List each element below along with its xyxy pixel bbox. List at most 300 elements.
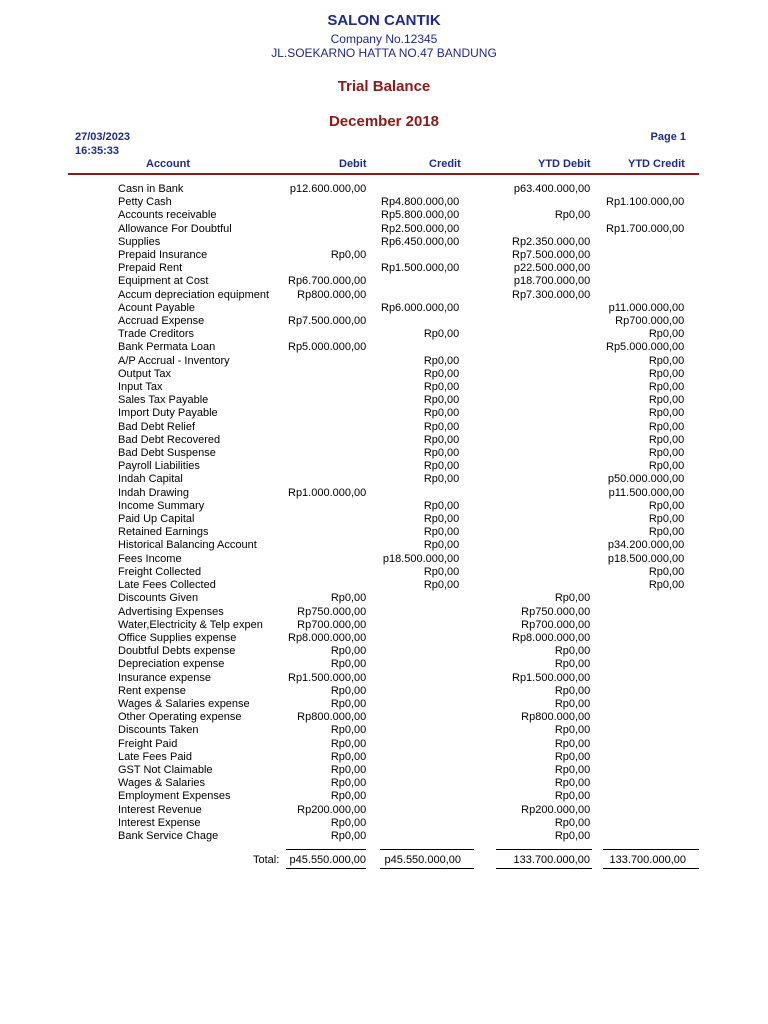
table-row [118, 698, 684, 711]
ytd-debit-cell: Rp800.000,00 [521, 711, 591, 724]
credit-cell [366, 817, 459, 830]
column-header-account: Account [146, 158, 190, 170]
ytd-debit-cell [459, 407, 590, 420]
account-cell: Fees Income [118, 552, 182, 565]
ytd-debit-cell [459, 500, 590, 513]
credit-cell [366, 790, 459, 803]
table-row [118, 672, 684, 685]
ytd-debit-double-underline [496, 868, 592, 869]
table-row [118, 315, 684, 328]
ytd-debit-cell: Rp750.000,00 [521, 605, 591, 618]
table-row [118, 539, 684, 552]
account-cell: Input Tax [118, 381, 163, 394]
ytd-credit-cell: Rp0,00 [648, 460, 685, 473]
debit-cell [288, 526, 366, 539]
debit-cell: Rp0,00 [330, 750, 367, 763]
credit-cell: Rp6.000.000,00 [381, 301, 460, 314]
table-row [118, 738, 684, 751]
table-row [118, 592, 684, 605]
header-divider [68, 173, 699, 175]
debit-cell [288, 566, 366, 579]
table-row [118, 553, 684, 566]
ytd-debit-cell: Rp0,00 [554, 658, 591, 671]
total-ytd-debit: 133.700.000,00 [513, 854, 590, 866]
debit-cell: Rp200.000,00 [297, 803, 367, 816]
ytd-debit-cell: Rp0,00 [554, 763, 591, 776]
account-cell: Accounts receivable [118, 209, 217, 222]
ytd-debit-cell: Rp0,00 [554, 790, 591, 803]
debit-cell: Rp0,00 [330, 592, 367, 605]
account-cell: Late Fees Paid [118, 750, 192, 763]
credit-total-line [380, 849, 474, 850]
ytd-debit-cell: Rp0,00 [554, 816, 591, 829]
ytd-credit-cell [590, 698, 684, 711]
ytd-credit-cell [590, 738, 684, 751]
credit-cell: Rp0,00 [423, 460, 460, 473]
ytd-credit-cell: Rp0,00 [648, 526, 685, 539]
account-cell: Supplies [118, 235, 161, 248]
ytd-credit-cell [590, 183, 684, 196]
account-cell: Water,Electricity & Telp expen [118, 618, 263, 631]
debit-cell: Rp750.000,00 [297, 605, 367, 618]
account-cell: Depreciation expense [118, 658, 225, 671]
table-row [118, 790, 684, 803]
credit-cell: Rp0,00 [423, 328, 460, 341]
account-cell: Wages & Salaries expense [118, 697, 250, 710]
debit-cell [288, 223, 366, 236]
ytd-debit-total-line [496, 849, 592, 850]
credit-cell [366, 619, 459, 632]
company-number: Company No.12345 [330, 32, 438, 46]
account-cell: Freight Collected [118, 565, 202, 578]
credit-cell: Rp6.450.000,00 [381, 235, 460, 248]
ytd-credit-cell [590, 764, 684, 777]
account-cell: Casn in Bank [118, 183, 184, 195]
ytd-credit-cell: Rp0,00 [648, 381, 685, 394]
table-row [118, 606, 684, 619]
account-cell: Accum depreciation equipment [118, 288, 270, 301]
debit-cell [288, 539, 366, 552]
debit-cell [288, 500, 366, 513]
table-row [118, 236, 684, 249]
debit-cell: Rp0,00 [330, 724, 367, 737]
debit-total-line [286, 849, 366, 850]
ytd-credit-cell: Rp1.100.000,00 [606, 196, 685, 209]
table-row [118, 447, 684, 460]
debit-cell: Rp6.700.000,00 [288, 275, 367, 288]
debit-cell [288, 196, 366, 209]
credit-cell [366, 738, 459, 751]
table-row [118, 355, 684, 368]
account-cell: Historical Balancing Account [118, 539, 257, 552]
debit-cell: Rp0,00 [330, 790, 367, 803]
ytd-debit-cell: Rp200.000,00 [521, 803, 591, 816]
print-date: 27/03/2023 [75, 131, 131, 143]
ytd-credit-cell: Rp0,00 [648, 407, 685, 420]
credit-cell [366, 764, 459, 777]
table-row [118, 249, 684, 262]
column-header-debit: Debit [339, 158, 367, 170]
account-cell: Insurance expense [118, 671, 211, 684]
company-address: JL.SOEKARNO HATTA NO.47 BANDUNG [271, 46, 497, 60]
ytd-debit-cell: Rp0,00 [554, 684, 591, 697]
ytd-debit-cell: Rp0,00 [554, 645, 591, 658]
ytd-debit-cell: p22.500.000,00 [513, 262, 591, 275]
debit-cell: Rp5.000.000,00 [288, 341, 367, 354]
table-row [118, 262, 684, 275]
account-cell: Freight Paid [118, 737, 178, 750]
column-header-ytd-credit: YTD Credit [628, 158, 685, 170]
ytd-debit-cell: Rp7.500.000,00 [512, 249, 591, 262]
credit-cell [366, 645, 459, 658]
table-row [118, 407, 684, 420]
debit-cell: Rp0,00 [330, 684, 367, 697]
ytd-credit-cell: Rp0,00 [648, 579, 685, 592]
account-cell: Prepaid Rent [118, 262, 183, 275]
table-row [118, 619, 684, 632]
ytd-credit-cell: Rp0,00 [648, 513, 685, 526]
debit-cell: p12.600.000,00 [289, 183, 367, 195]
credit-cell: Rp1.500.000,00 [381, 262, 460, 275]
ytd-credit-cell [590, 606, 684, 619]
ytd-debit-cell: Rp0,00 [554, 592, 591, 605]
credit-cell [366, 724, 459, 737]
credit-cell [366, 632, 459, 645]
ytd-debit-cell: p18.700.000,00 [513, 275, 591, 288]
table-row [118, 658, 684, 671]
ytd-credit-cell [590, 751, 684, 764]
ytd-credit-cell [590, 632, 684, 645]
credit-cell [366, 275, 459, 288]
table-row [118, 764, 684, 777]
credit-cell: Rp0,00 [423, 539, 460, 552]
ytd-debit-cell: Rp0,00 [554, 209, 591, 222]
ytd-credit-cell [590, 685, 684, 698]
account-cell: Bad Debt Relief [118, 420, 196, 433]
credit-cell: Rp0,00 [423, 579, 460, 592]
ytd-credit-cell: p50.000.000,00 [607, 473, 685, 486]
debit-cell: Rp0,00 [330, 763, 367, 776]
ytd-debit-cell [459, 447, 590, 460]
table-row [118, 434, 684, 447]
credit-cell: Rp2.500.000,00 [381, 222, 460, 235]
company-name: SALON CANTIK [327, 12, 441, 29]
ytd-credit-cell [590, 289, 684, 302]
ytd-debit-cell [459, 434, 590, 447]
account-cell: Bad Debt Recovered [118, 433, 221, 446]
debit-cell [288, 460, 366, 473]
ytd-credit-cell: Rp0,00 [648, 499, 685, 512]
table-row [118, 711, 684, 724]
ytd-credit-cell: Rp1.700.000,00 [606, 222, 685, 235]
debit-cell: Rp0,00 [330, 737, 367, 750]
table-row [118, 196, 684, 209]
ytd-debit-cell: Rp7.300.000,00 [512, 288, 591, 301]
debit-cell [288, 262, 366, 275]
debit-cell [288, 434, 366, 447]
account-cell: Payroll Liabilities [118, 460, 200, 473]
ytd-credit-cell: Rp0,00 [648, 354, 685, 367]
credit-cell [366, 685, 459, 698]
credit-cell: Rp0,00 [423, 381, 460, 394]
credit-cell: Rp0,00 [423, 407, 460, 420]
ytd-credit-cell [590, 619, 684, 632]
ytd-credit-total-line [603, 849, 699, 850]
account-cell: Import Duty Payable [118, 407, 218, 420]
account-cell: Other Operating expense [118, 711, 242, 724]
debit-cell [288, 579, 366, 592]
account-cell: Petty Cash [118, 196, 172, 209]
table-row [118, 421, 684, 434]
account-cell: A/P Accrual - Inventory [118, 354, 230, 367]
table-row [118, 341, 684, 354]
ytd-debit-cell [459, 328, 590, 341]
ytd-debit-cell [459, 368, 590, 381]
ytd-debit-cell [459, 302, 590, 315]
debit-cell [288, 209, 366, 222]
debit-cell [288, 421, 366, 434]
ytd-credit-cell [590, 275, 684, 288]
ytd-debit-cell: Rp0,00 [554, 777, 591, 790]
debit-cell: Rp0,00 [330, 697, 367, 710]
ytd-credit-cell: Rp0,00 [648, 328, 685, 341]
account-cell: Income Summary [118, 499, 205, 512]
ytd-debit-cell [459, 381, 590, 394]
ytd-debit-cell: Rp1.500.000,00 [512, 671, 591, 684]
report-title: Trial Balance [337, 78, 431, 95]
account-cell: Interest Expense [118, 816, 201, 829]
trial-balance-table [118, 183, 684, 843]
table-row [118, 777, 684, 790]
ytd-credit-cell [590, 658, 684, 671]
account-cell: Discounts Given [118, 592, 199, 605]
credit-cell [366, 289, 459, 302]
table-row [118, 223, 684, 236]
ytd-credit-cell: Rp0,00 [648, 394, 685, 407]
ytd-debit-cell [459, 487, 590, 500]
account-cell: Trade Creditors [118, 328, 195, 341]
credit-cell: Rp0,00 [423, 473, 460, 486]
ytd-credit-cell [590, 592, 684, 605]
table-row [118, 724, 684, 737]
ytd-credit-cell [590, 724, 684, 737]
ytd-credit-cell [590, 645, 684, 658]
table-row [118, 632, 684, 645]
debit-cell: Rp0,00 [330, 645, 367, 658]
ytd-debit-cell [459, 566, 590, 579]
ytd-credit-cell: Rp5.000.000,00 [606, 341, 685, 354]
debit-cell: Rp0,00 [330, 249, 367, 262]
debit-cell [288, 553, 366, 566]
account-cell: Indah Drawing [118, 486, 189, 499]
account-cell: Employment Expenses [118, 790, 231, 803]
debit-cell: Rp0,00 [330, 816, 367, 829]
ytd-debit-cell [459, 355, 590, 368]
debit-cell [288, 447, 366, 460]
ytd-credit-cell: p11.500.000,00 [608, 486, 685, 499]
ytd-debit-cell: Rp2.350.000,00 [512, 235, 591, 248]
ytd-debit-cell: Rp0,00 [554, 724, 591, 737]
debit-cell [288, 368, 366, 381]
account-cell: Equipment at Cost [118, 275, 209, 288]
credit-cell: Rp5.800.000,00 [381, 209, 460, 222]
table-row [118, 751, 684, 764]
credit-cell: Rp0,00 [423, 420, 460, 433]
table-row [118, 817, 684, 830]
debit-cell: Rp800.000,00 [297, 711, 367, 724]
debit-cell: Rp0,00 [330, 777, 367, 790]
account-cell: Accruad Expense [118, 315, 205, 328]
debit-cell: Rp7.500.000,00 [288, 315, 367, 328]
credit-cell: Rp0,00 [423, 394, 460, 407]
table-row [118, 328, 684, 341]
print-time: 16:35:33 [75, 145, 120, 157]
ytd-debit-cell [459, 196, 590, 209]
debit-cell: Rp8.000.000,00 [288, 631, 367, 644]
credit-cell [366, 777, 459, 790]
credit-cell: Rp0,00 [423, 447, 460, 460]
account-cell: Bank Permata Loan [118, 341, 216, 354]
ytd-credit-cell [590, 830, 684, 843]
credit-cell [366, 249, 459, 262]
table-row [118, 685, 684, 698]
table-row [118, 579, 684, 592]
ytd-credit-cell [590, 209, 684, 222]
ytd-debit-cell [459, 341, 590, 354]
ytd-credit-cell: Rp0,00 [648, 433, 685, 446]
ytd-credit-cell: Rp0,00 [648, 367, 685, 380]
debit-cell [288, 394, 366, 407]
table-row [118, 566, 684, 579]
account-cell: Discounts Taken [118, 724, 199, 737]
ytd-credit-cell [590, 249, 684, 262]
ytd-debit-cell [459, 473, 590, 486]
ytd-credit-cell [590, 236, 684, 249]
debit-cell [288, 407, 366, 420]
account-cell: GST Not Claimable [118, 763, 213, 776]
ytd-debit-cell [459, 539, 590, 552]
debit-cell: Rp0,00 [330, 658, 367, 671]
account-cell: Indah Capital [118, 473, 183, 486]
credit-cell: Rp0,00 [423, 565, 460, 578]
credit-cell: Rp0,00 [423, 526, 460, 539]
ytd-debit-cell: Rp0,00 [554, 737, 591, 750]
ytd-debit-cell [459, 579, 590, 592]
ytd-credit-double-underline [603, 868, 699, 869]
ytd-debit-cell [459, 394, 590, 407]
account-cell: Allowance For Doubtful [118, 222, 232, 235]
debit-cell [288, 236, 366, 249]
ytd-debit-cell: Rp0,00 [554, 829, 591, 842]
ytd-debit-cell: Rp700.000,00 [521, 618, 591, 631]
credit-cell [366, 751, 459, 764]
table-row [118, 302, 684, 315]
ytd-credit-cell: Rp0,00 [648, 565, 685, 578]
credit-cell [366, 804, 459, 817]
ytd-credit-cell [590, 790, 684, 803]
credit-cell: Rp0,00 [423, 499, 460, 512]
column-header-ytd-debit: YTD Debit [538, 158, 591, 170]
table-row [118, 487, 684, 500]
debit-cell: Rp700.000,00 [297, 618, 367, 631]
ytd-debit-cell: Rp0,00 [554, 750, 591, 763]
debit-cell: Rp1.000.000,00 [288, 486, 367, 499]
account-cell: Office Supplies expense [118, 631, 237, 644]
debit-cell [288, 355, 366, 368]
credit-cell: Rp0,00 [423, 433, 460, 446]
ytd-debit-cell [459, 513, 590, 526]
credit-cell: p18.500.000,00 [382, 552, 460, 565]
ytd-credit-cell: p18.500.000,00 [607, 552, 685, 565]
credit-cell: Rp4.800.000,00 [381, 196, 460, 209]
account-cell: Wages & Salaries [118, 777, 206, 790]
table-row [118, 368, 684, 381]
ytd-debit-cell: p63.400.000,00 [513, 183, 591, 195]
credit-cell [366, 672, 459, 685]
table-row [118, 183, 684, 196]
credit-cell [366, 183, 459, 196]
credit-cell: Rp0,00 [423, 513, 460, 526]
account-cell: Prepaid Insurance [118, 249, 208, 262]
account-cell: Late Fees Collected [118, 579, 216, 592]
account-cell: Rent expense [118, 684, 186, 697]
credit-double-underline [380, 868, 474, 869]
credit-cell [366, 341, 459, 354]
report-period: December 2018 [328, 113, 440, 130]
debit-cell [288, 513, 366, 526]
ytd-credit-cell [590, 804, 684, 817]
credit-cell [366, 698, 459, 711]
ytd-debit-cell: Rp0,00 [554, 697, 591, 710]
table-row [118, 513, 684, 526]
ytd-credit-cell [590, 672, 684, 685]
ytd-debit-cell [459, 553, 590, 566]
credit-cell [366, 592, 459, 605]
table-row [118, 289, 684, 302]
page-number: Page 1 [650, 131, 686, 143]
ytd-debit-cell: Rp8.000.000,00 [512, 631, 591, 644]
table-row [118, 275, 684, 288]
ytd-credit-cell: p11.000.000,00 [608, 301, 685, 314]
debit-double-underline [286, 868, 366, 869]
table-row [118, 830, 684, 843]
table-row [118, 394, 684, 407]
credit-cell [366, 606, 459, 619]
ytd-debit-cell [459, 526, 590, 539]
debit-cell [288, 473, 366, 486]
debit-cell [288, 381, 366, 394]
credit-cell [366, 487, 459, 500]
account-cell: Acount Payable [118, 301, 196, 314]
account-cell: Sales Tax Payable [118, 394, 209, 407]
ytd-debit-cell [459, 460, 590, 473]
ytd-credit-cell: p34.200.000,00 [607, 539, 685, 552]
account-cell: Doubtful Debts expense [118, 645, 236, 658]
table-row [118, 526, 684, 539]
total-ytd-credit: 133.700.000,00 [609, 854, 686, 866]
column-header-credit: Credit [429, 158, 461, 170]
account-cell: Paid Up Capital [118, 513, 195, 526]
total-label: Total: [253, 854, 280, 866]
debit-cell: Rp800.000,00 [297, 288, 367, 301]
ytd-credit-cell [590, 777, 684, 790]
ytd-credit-cell [590, 817, 684, 830]
account-cell: Bank Service Chage [118, 829, 219, 842]
debit-cell [288, 328, 366, 341]
ytd-credit-cell [590, 711, 684, 724]
table-row [118, 500, 684, 513]
debit-cell: Rp1.500.000,00 [288, 671, 367, 684]
